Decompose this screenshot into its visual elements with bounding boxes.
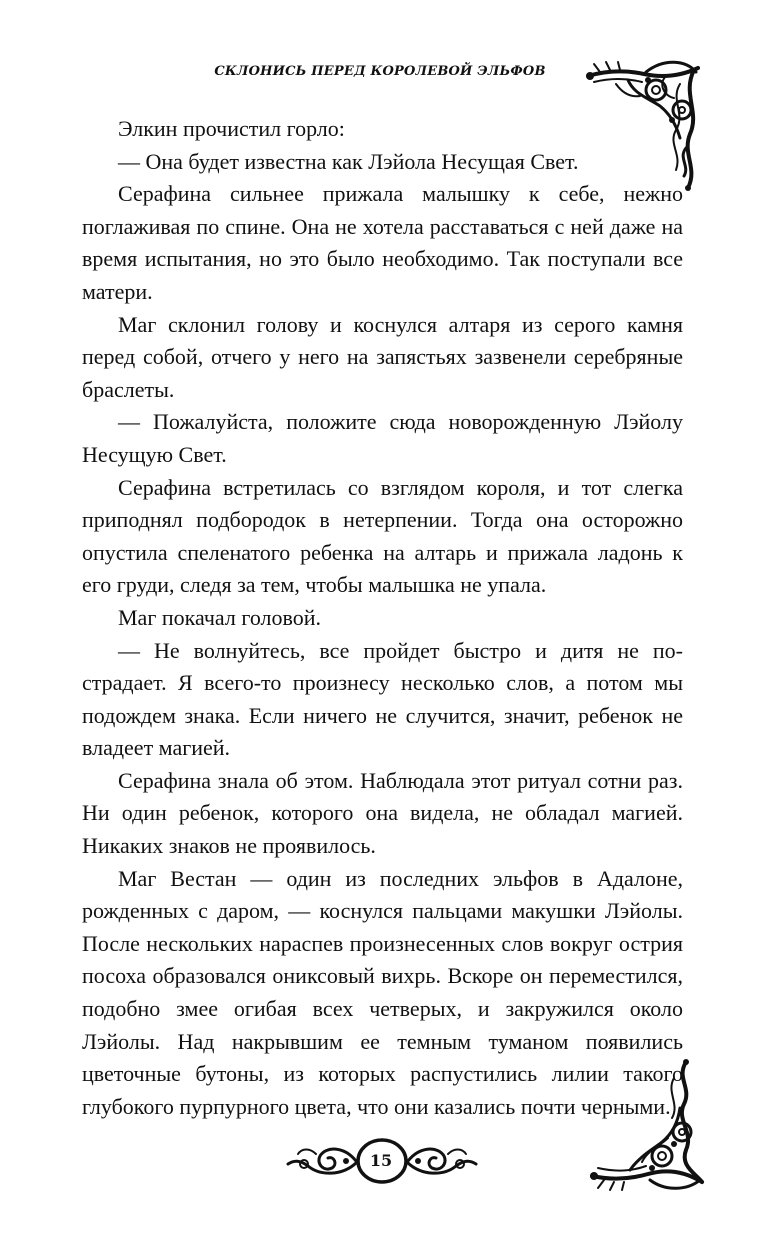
paragraph: Серафина встретилась со взглядом короля, и тот слегка приподнял подбородок в нетерпении. Тогда она осторожно опустила спеленатого ребенка на алтарь и прижала ладонь к его груди, следя за тем, чтобы малышка не упала. [82,474,683,598]
paragraph: Серафина сильнее прижала малышку к себе, нежно поглаживая по спине. Она не хотела расставаться с ней даже на время испытания, но это было необходимо. Так поступали все матери. [82,181,683,304]
paragraph: Маг склонил голову и коснулся алтаря из серого камня перед собой, отчего у него на запястьях зазвенели серебряные браслеты. [82,311,683,402]
running-head: СКЛОНИСЬ ПЕРЕД КОРОЛЕВОЙ ЭЛЬФОВ [214,64,546,79]
paragraph: Серафина знала об этом. Наблюдала этот ритуал сотни раз. Ни один ребенок, которого она видела, не обладал магией. Никаких знаков не проявилось. [82,767,683,859]
paragraph: — Не волнуйтесь, все пройдет быстро и дитя не пострадает. Я всего-то произнесу несколько слов, а потом мы подождем знака. Если ничего не случится, значит, ребенок не владеет магией. [82,637,683,761]
paragraph: Элкин прочистил горло: [118,116,345,141]
page-number-ornament [286,1134,478,1190]
paragraph: — Она будет известна как Лэйола Несущая Свет. [118,148,579,174]
paragraph: — Пожалуйста, положите сюда новорожденную Лэйолу Несущую Свет. [82,409,683,467]
paragraph: Маг Вестан — один из последних эльфов в Адалоне, рожденных с даром, — коснулся пальцами макушки Лэйолы. После нескольких нараспев произнесенных слов вокруг острия посоха образовался ониксовый вихрь. Вскоре он переместился, подобно змее огибая всех четверых, и закружился около Лэйолы. Над накрывшим ее темным туманом появились цветочные бутоны, из которых распустились лилии такого глубокого пурпурного цвета, что они казались почти черными. [82,865,683,1119]
body-text [82,113,683,1123]
bottom-right-corner-ornament-icon [590,1058,708,1196]
page-number: 15 [369,1151,393,1170]
paragraph: Маг покачал головой. [118,604,322,630]
